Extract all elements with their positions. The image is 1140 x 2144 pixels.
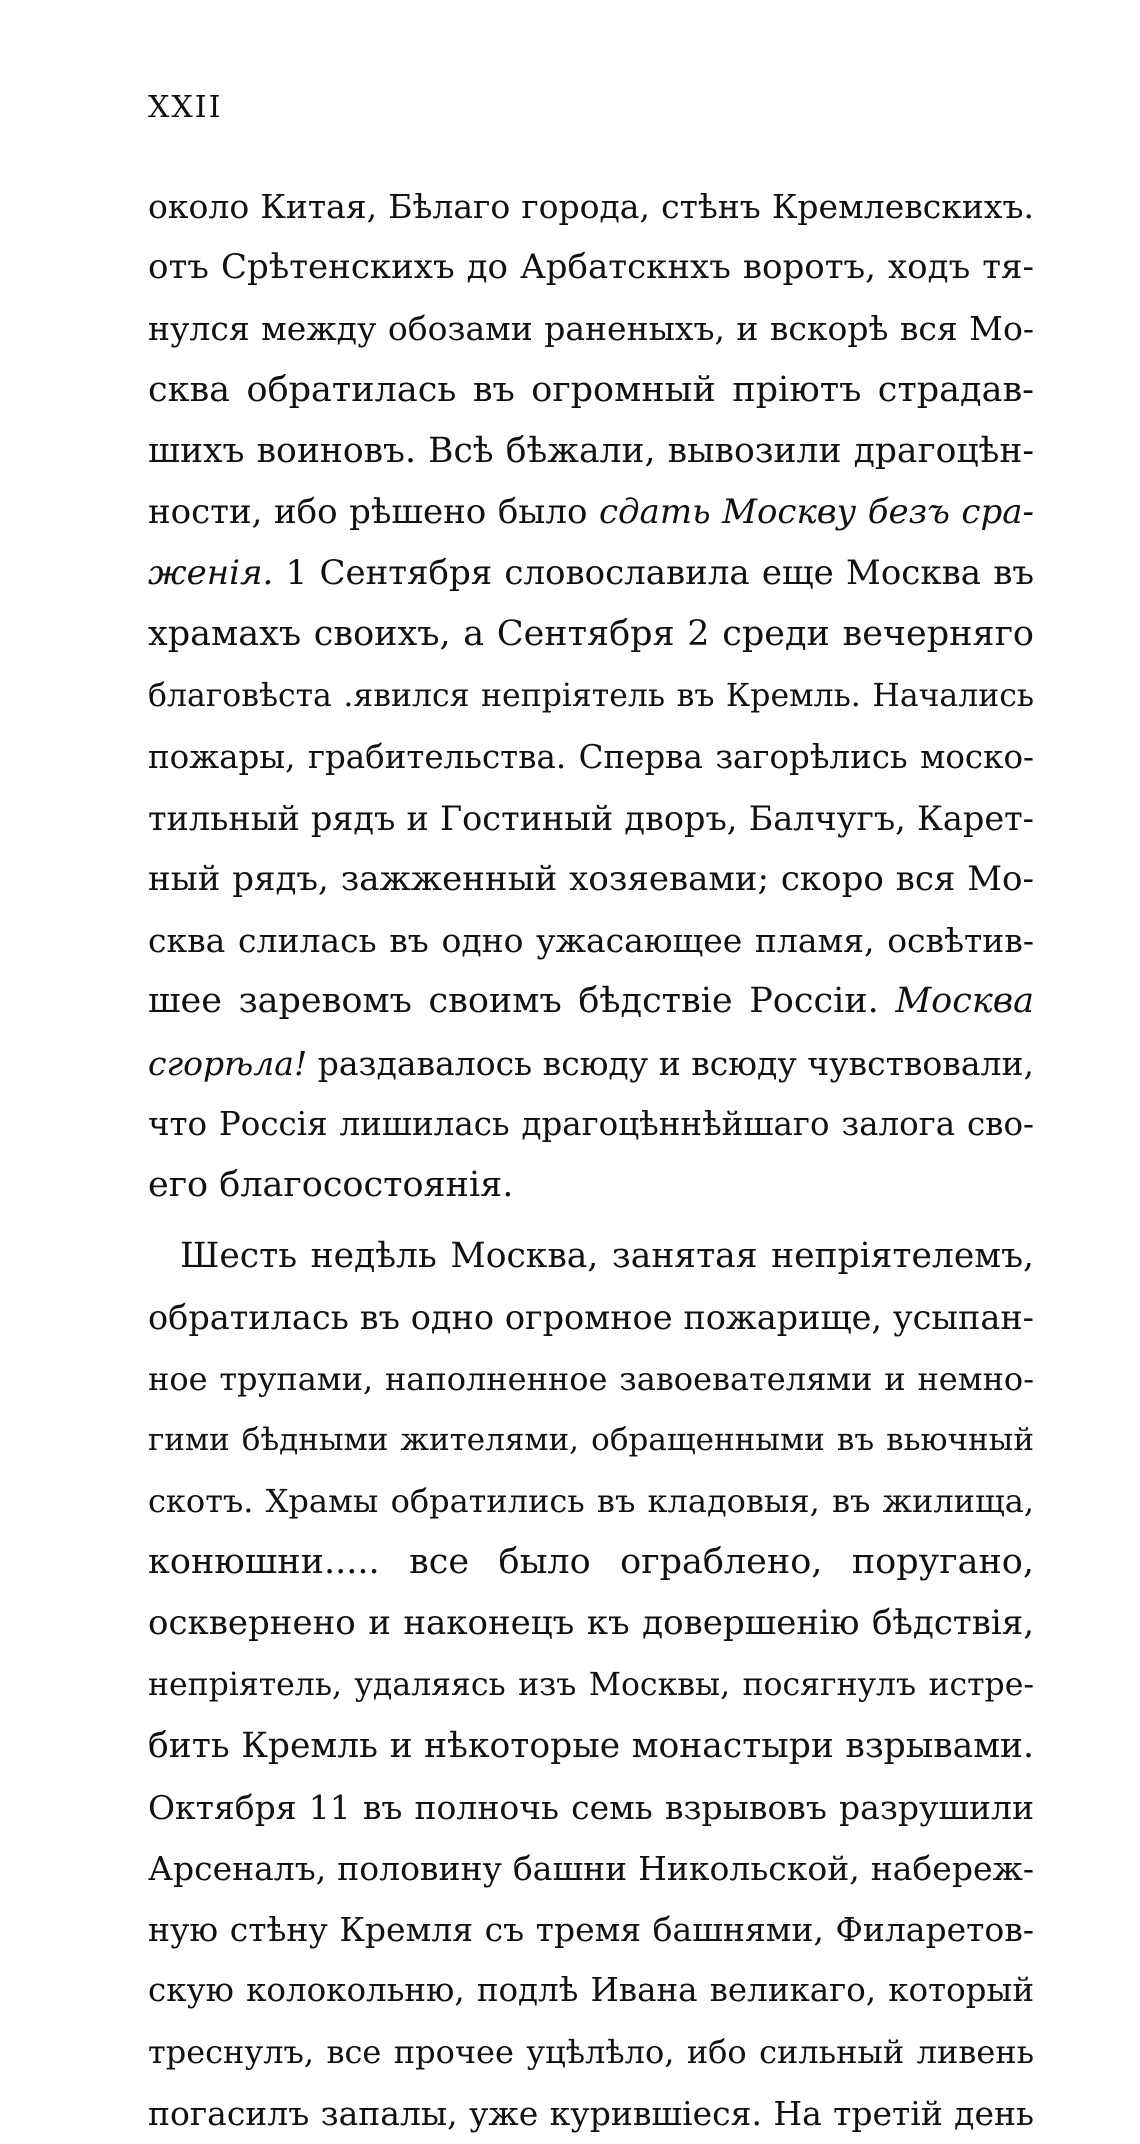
text-line: треснулъ, все прочее уцѣлѣло, ибо сильный ливень xyxy=(148,2032,1034,2071)
text-line: непрiятель, удаляясь изъ Москвы, посягнулъ истре- xyxy=(148,1666,1034,1703)
text-line: тильный рядъ и Гостиный дворъ, Балчугъ, Карет- xyxy=(148,798,1034,838)
text-line: что Россiя лишилась драгоцѣннѣйшаго залога сво- xyxy=(148,1104,1034,1143)
text-line: ности, ибо рѣшено было сдать Москву безъ сра- xyxy=(148,491,1034,532)
text-line: погасилъ запалы, уже курившiеся. На третiй день xyxy=(148,2093,1034,2133)
text-line: нулся между обозами раненыхъ, и вскорѣ вся Мо- xyxy=(148,309,1034,349)
text-line: осквернено и наконецъ къ довершенiю бѣдствiя, xyxy=(148,1603,1034,1644)
text-line: обратилась въ одно огромное пожарище, усыпан- xyxy=(148,1298,1034,1338)
text-line: пожары, грабительства. Сперва загорѣлись моско- xyxy=(148,737,1034,776)
body-text xyxy=(148,176,1034,2144)
text-line: женiя. 1 Сентября словославила еще Москва въ xyxy=(148,553,1034,594)
text-line: сква слилась въ одно ужасающее пламя, освѣтив- xyxy=(148,921,1034,961)
italic-phrase: сгорѣла! xyxy=(148,1043,308,1083)
text-line: храмахъ своихъ, а Сентября 2 среди вечерняго xyxy=(148,614,1034,655)
text-line: шее заревомъ своимъ бѣдствiе Россiи. Москва xyxy=(148,981,1034,1022)
text-line: ную стѣну Кремля съ тремя башнями, Филаретов- xyxy=(148,1910,1034,1950)
text-line: Октября 11 въ полночь семь взрывовъ разрушили xyxy=(148,1787,1034,1827)
italic-phrase: Москва xyxy=(895,981,1034,1022)
text-line: шихъ воиновъ. Всѣ бѣжали, вывозили драгоцѣн- xyxy=(148,430,1034,471)
text-line: скотъ. Храмы обратились въ кладовыя, въ жилища, xyxy=(148,1481,1034,1520)
text-line: сква обратилась въ огромный прiютъ страдав- xyxy=(148,369,1034,410)
text-line: около Китая, Бѣлаго города, стѣнъ Кремлевскихъ. xyxy=(148,187,1034,226)
text-line: отъ Срѣтенскихъ до Арбатскнхъ воротъ, ходъ тя- xyxy=(148,247,1034,288)
text-line: скую колокольню, подлѣ Ивана великаго, который xyxy=(148,1971,1034,2010)
text-line: ное трупами, наполненное завоевателями и немно- xyxy=(148,1359,1034,1398)
text-line: гими бѣдными жителями, обращенными въ вьючный xyxy=(148,1421,1034,1458)
italic-phrase: сдать Москву безъ сра- xyxy=(598,491,1034,532)
italic-phrase: женiя. xyxy=(148,553,274,594)
text-line: благовѣста .явился непрiятель въ Кремль. Начались xyxy=(148,677,1034,714)
text-line: Арсеналъ, половину башни Никольской, набереж- xyxy=(148,1849,1034,1889)
text-line: его благосостоянiя. xyxy=(148,1165,514,1205)
text-line: бить Кремль и нѣкоторые монастыри взрывами. xyxy=(148,1725,1034,1766)
text-line: Шесть недѣль Москва, занятая непрiятелемъ, xyxy=(180,1236,1034,1277)
text-line: сгорѣла! раздавалось всюду и всюду чувствовали, xyxy=(148,1043,1034,1083)
text-line: ный рядъ, зажженный хозяевами; скоро вся Мо- xyxy=(148,859,1034,900)
page-number: XXII xyxy=(148,90,223,125)
text-line: конюшни..... все было ограблено, поругано, xyxy=(148,1542,1034,1583)
